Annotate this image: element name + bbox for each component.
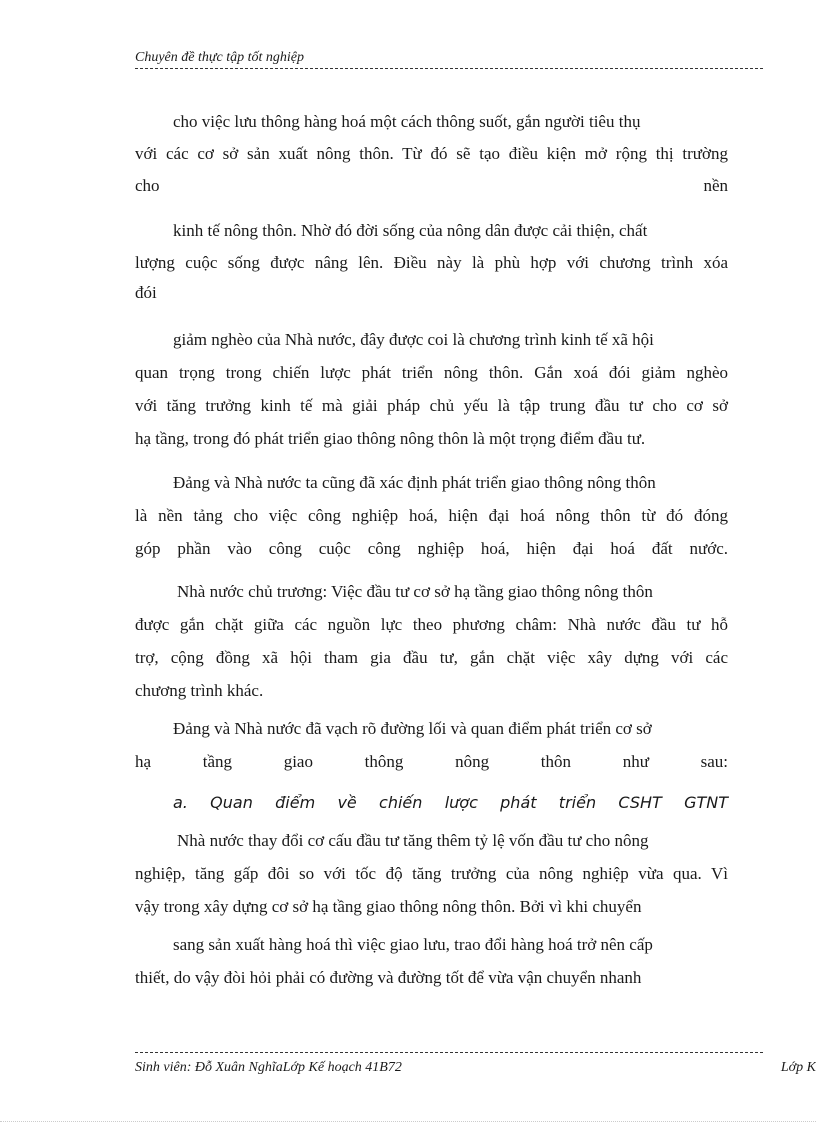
text-word: cho xyxy=(135,176,160,195)
text-line: vậy trong xây dựng cơ sở hạ tầng giao thông nông thôn. Bởi vì khi chuyển xyxy=(135,897,642,916)
footer-divider xyxy=(135,1052,763,1053)
text-line: kinh tế nông thôn. Nhờ đó đời sống của nông dân được cải thiện, chất xyxy=(173,221,648,240)
text-line: được gắn chặt giữa các nguồn lực theo phương châm: Nhà nước đầu tư hỗ xyxy=(135,615,728,634)
text-line: thiết, do vậy đòi hỏi phải có đường và đường tốt để vừa vận chuyển nhanh xyxy=(135,968,642,987)
page-footer xyxy=(135,1058,816,1078)
page-header xyxy=(135,48,763,69)
text-line: lượng cuộc sống được nâng lên. Điều này là phù hợp với chương trình xóa xyxy=(135,253,728,272)
text-line: cho việc lưu thông hàng hoá một cách thông suốt, gắn người tiêu thụ xyxy=(173,112,641,131)
text-line: quan trọng trong chiến lược phát triển nông thôn. Gắn xoá đói giảm nghèo xyxy=(135,363,728,382)
footer-student: Sinh viên: Đỗ Xuân Nghĩa xyxy=(135,1060,283,1075)
footer-class: Lớp Kế hoạch 41B72 xyxy=(282,1060,402,1075)
text-line: nghiệp, tăng gấp đôi so với tốc độ tăng trưởng của nông nghiệp vừa qua. Vì xyxy=(135,864,728,883)
text-word: nền xyxy=(703,176,728,195)
text-line: Đảng và Nhà nước ta cũng đã xác định phát triển giao thông nông thôn xyxy=(173,473,656,492)
text-line: hạ tầng giao thông nông thôn như sau: xyxy=(135,752,728,771)
section-heading: a. Quan điểm về chiến lược phát triển CSHT GTNT xyxy=(173,793,728,812)
text-line: với các cơ sở sản xuất nông thôn. Từ đó sẽ tạo điều kiện mở rộng thị trường xyxy=(135,144,728,163)
header-title: Chuyên đề thực tập tốt nghiệp xyxy=(135,50,304,65)
text-line: với tăng trưởng kinh tế mà giải pháp chủ yếu là tập trung đầu tư cho cơ sở xyxy=(135,396,728,415)
text-line xyxy=(135,174,728,198)
text-line: góp phần vào công cuộc công nghiệp hoá, hiện đại hoá đất nước. xyxy=(135,539,728,558)
text-line: giảm nghèo của Nhà nước, đây được coi là chương trình kinh tế xã hội xyxy=(173,330,654,349)
text-line: Nhà nước chủ trương: Việc đầu tư cơ sở hạ tầng giao thông nông thôn xyxy=(177,582,653,601)
footer-right: Lớp K xyxy=(780,1060,816,1075)
page-boundary xyxy=(0,1121,816,1122)
text-line: chương trình khác. xyxy=(135,681,264,700)
text-line: sang sản xuất hàng hoá thì việc giao lưu, trao đổi hàng hoá trở nên cấp xyxy=(173,935,653,954)
text-line: trợ, cộng đồng xã hội tham gia đầu tư, gắn chặt việc xây dựng với các xyxy=(135,648,728,667)
text-line: là nền tảng cho việc công nghiệp hoá, hiện đại hoá nông thôn từ đó đóng xyxy=(135,506,728,525)
text-line: hạ tầng, trong đó phát triển giao thông nông thôn là một trọng điểm đầu tư. xyxy=(135,429,646,448)
text-line: Đảng và Nhà nước đã vạch rõ đường lối và quan điểm phát triển cơ sở xyxy=(173,719,652,738)
text-line: đói xyxy=(135,283,157,302)
text-line: Nhà nước thay đổi cơ cấu đầu tư tăng thêm tỷ lệ vốn đầu tư cho nông xyxy=(177,831,649,850)
